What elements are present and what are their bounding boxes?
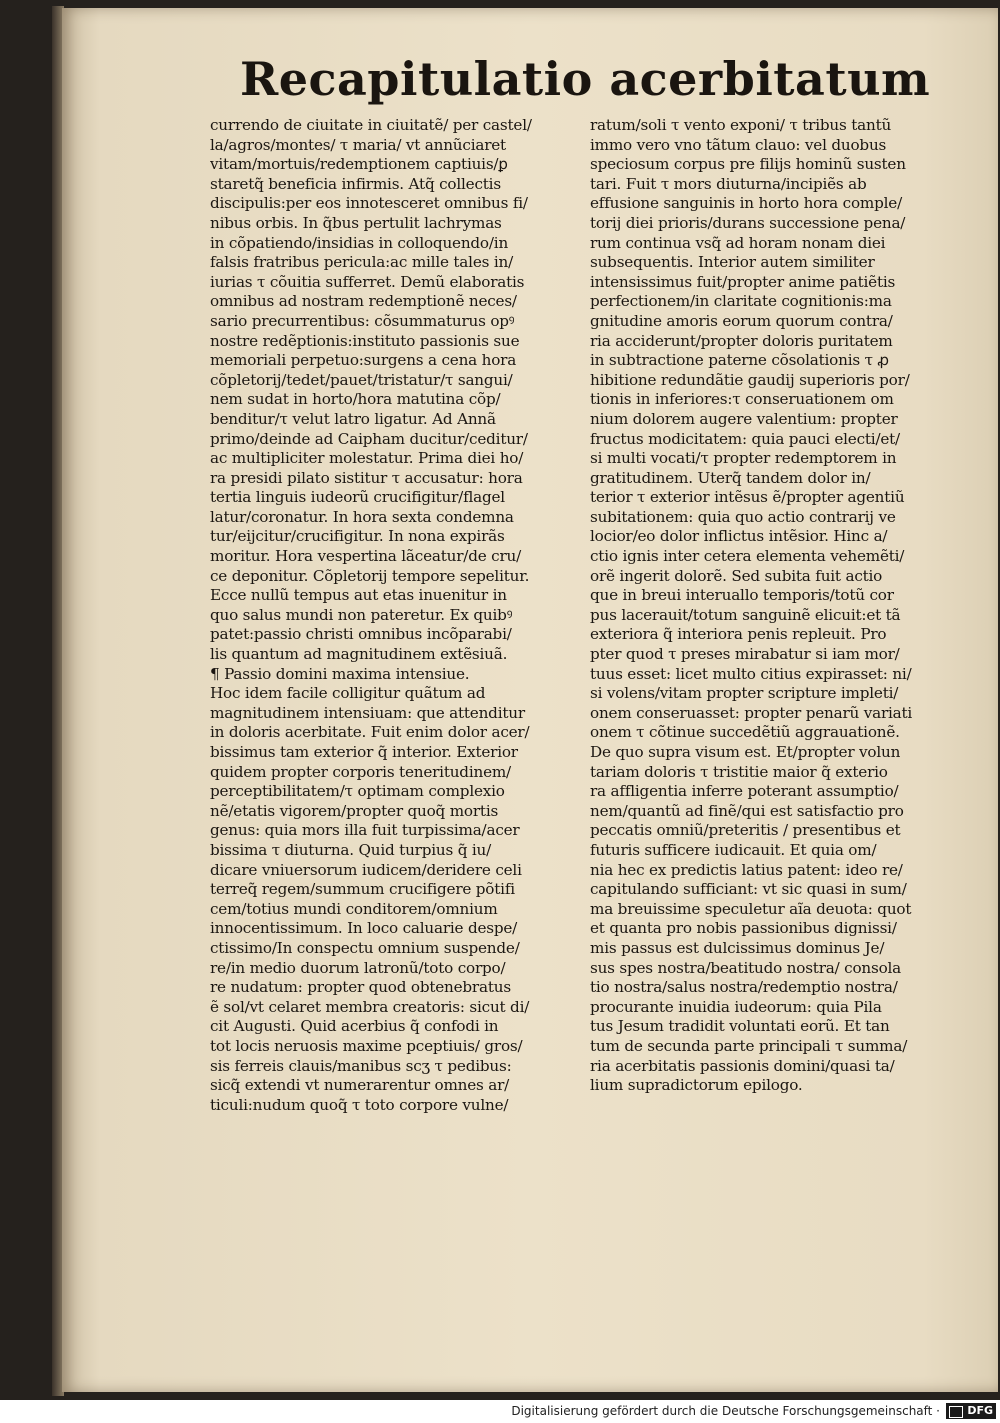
text-line: tum de secunda parte principali τ summa/ [590,1036,908,1055]
funding-credit: Digitalisierung gefördert durch die Deutsche Forschungsgemeinschaft · [511,1404,940,1418]
text-line: tus Jesum tradidit voluntati eorũ. Et tan [590,1017,890,1036]
text-line: nem/quantũ ad finẽ/qui est satisfactio pro [590,801,904,820]
text-line: ticuli:nudum quoq̃ τ toto corpore vulne/ [210,1095,509,1114]
text-line: si volens/vitam propter scripture impleti/ [590,684,899,703]
text-line: moritur. Hora vespertina lãceatur/de cru/ [210,547,522,566]
text-line: procurante inuidia iudeorum: quia Pila [590,997,882,1016]
text-line: peccatis omniũ/preteritis / presentibus et [590,821,901,840]
text-line: memoriali perpetuo:surgens a cena hora [210,351,517,370]
text-line: ac multipliciter molestatur. Prima diei ho/ [210,449,524,468]
text-line: in subtractione paterne cõsolationis τ ꝓ [590,351,889,370]
text-line: gratitudinem. Uterq̃ tandem dolor in/ [590,468,871,487]
text-line: intensissimus fuit/propter anime patiẽtis [590,272,896,291]
dfg-logo-text: DFG [967,1404,993,1417]
text-line: sario precurrentibus: cõsummaturus opꝰ [210,311,515,330]
text-line: Hoc idem facile colligitur quãtum ad [210,684,486,703]
text-line: genus: quia mors illa fuit turpissima/acer [210,821,520,840]
text-line: patet:passio christi omnibus incõparabi/ [210,625,512,644]
text-line: perfectionem/in claritate cognitionis:ma [590,292,892,311]
text-line: ẽ sol/vt celaret membra creatoris: sicut di/ [210,997,530,1016]
text-line: nẽ/etatis vigorem/propter quoq̃ mortis [210,801,499,820]
text-line: latur/coronatur. In hora sexta condemna [210,507,514,526]
text-line: speciosum corpus pre filijs hominũ susten [590,155,906,174]
text-line: cem/totius mundi conditorem/omnium [210,899,498,918]
text-column-right [590,116,970,1096]
text-line: sis ferreis clauis/manibus scʒ τ pedibus: [210,1056,512,1075]
text-line: discipulis:per eos innotesceret omnibus fi/ [210,194,528,213]
text-line: magnitudinem intensiuam: que attenditur [210,703,525,722]
text-line: iurias τ cõuitia sufferret. Demũ elaboratis [210,272,525,291]
text-line: lis quantum ad magnitudinem extẽsiuã. [210,645,508,664]
text-line: innocentissimum. In loco caluarie despe/ [210,919,518,938]
text-line: pter quod τ preses mirabatur si iam mor/ [590,645,900,664]
text-line: immo vero vno tãtum clauo: vel duobus [590,135,887,154]
dfg-logo [946,1403,996,1419]
text-line: ce deponitur. Cõpletorij tempore sepelitur. [210,566,530,585]
text-line: orẽ ingerit dolorẽ. Sed subita fuit actio [590,566,883,585]
text-line: nem sudat in horto/hora matutina cõp/ [210,390,501,409]
text-line: quo salus mundi non pateretur. Ex quibꝰ [210,605,513,624]
text-line: tertia linguis iudeorũ crucifigitur/flagel [210,488,505,507]
text-line: in cõpatiendo/insidias in colloquendo/in [210,233,509,252]
text-line: ctissimo/In conspectu omnium suspende/ [210,938,520,957]
text-line: mis passus est dulcissimus dominus Je/ [590,938,885,957]
text-line: omnibus ad nostram redemptionẽ neces/ [210,292,517,311]
text-line: ctio ignis inter cetera elementa vehemẽti/ [590,547,905,566]
text-line: ratum/soli τ vento exponi/ τ tribus tantũ [590,116,892,134]
text-line: onem conseruasset: propter penarũ variati [590,703,913,722]
text-line: falsis fratribus pericula:ac mille tales in/ [210,253,513,272]
text-line: ra affligentia inferre poterant assumptio/ [590,782,899,801]
text-line: la/agros/montes/ τ maria/ vt annũciaret [210,135,506,154]
text-line: onem τ cõtinue succedẽtiũ aggrauationẽ. [590,723,900,742]
text-line: tur/eijcitur/crucifigitur. In nona expirãs [210,527,505,546]
text-column-left [210,116,585,1115]
text-line: exteriora q̃ interiora penis repleuit. Pro [590,625,887,644]
text-line: gnitudine amoris eorum quorum contra/ [590,311,893,330]
text-line: lium supradictorum epilogo. [590,1076,803,1095]
text-line: effusione sanguinis in horto hora comple/ [590,194,902,213]
text-line: bissima τ diuturna. Quid turpius q̃ iu/ [210,840,492,859]
text-line: nia hec ex predictis latius patent: ideo re/ [590,860,903,879]
text-line: bissimus tam exterior q̃ interior. Exterior [210,743,518,761]
text-line: re nudatum: propter quod obtenebratus [210,978,511,997]
text-line: tariam doloris τ tristitie maior q̃ exterio [590,762,888,781]
text-line: cit Augusti. Quid acerbius q̃ confodi in [210,1017,499,1036]
text-line: nostre redẽptionis:instituto passionis sue [210,331,520,350]
text-line: capitulando sufficiant: vt sic quasi in sum/ [590,880,907,899]
text-line: quidem propter corporis teneritudinem/ [210,762,511,781]
text-line: si multi vocati/τ propter redemptorem in [590,449,897,468]
text-line: futuris sufficere iudicauit. Et quia om/ [590,840,877,859]
text-line: cõpletorij/tedet/pauet/tristatur/τ sangui/ [210,370,513,389]
text-line: sus spes nostra/beatitudo nostra/ consola [590,958,902,977]
text-line: tot locis neruosis maxime pceptiuis/ gros/ [210,1036,523,1055]
text-line: fructus modicitatem: quia pauci electi/et/ [590,429,900,448]
text-line: ra presidi pilato sistitur τ accusatur: hora [210,468,523,487]
text-line: De quo supra visum est. Et/propter volun [590,743,901,761]
text-line: primo/deinde ad Caipham ducitur/ceditur/ [210,429,528,448]
dfg-logo-icon [949,1406,963,1418]
text-line: benditur/τ velut latro ligatur. Ad Annã [210,409,496,428]
text-line: nibus orbis. In q̃bus pertulit lachrymas [210,213,502,232]
text-line: torij diei prioris/durans successione pena/ [590,213,906,232]
text-line: Ecce nullũ tempus aut etas inuenitur in [210,586,507,605]
text-line: tionis in inferiores:τ conseruationem om [590,390,894,409]
text-line: vitam/mortuis/redemptionem captiuis/ꝑ [210,155,508,174]
text-line: nium dolorem augere valentium: propter [590,409,898,428]
text-line: subitationem: quia quo actio contrarij ve [590,507,896,526]
text-line: re/in medio duorum latronũ/toto corpo/ [210,958,506,977]
text-line: locior/eo dolor inflictus intẽsior. Hinc a/ [590,527,888,546]
text-line: terreq̃ regem/summum crucifigere põtifi [210,880,515,899]
text-line: que in breui interuallo temporis/totũ cor [590,586,894,605]
text-line: ¶ Passio domini maxima intensiue. [210,664,470,683]
text-line: currendo de ciuitate in ciuitatẽ/ per castel/ [210,116,532,134]
text-line: dicare vniuersorum iudicem/deridere celi [210,860,522,879]
text-line: rum continua vsq̃ ad horam nonam diei [590,233,886,252]
text-line: staretq̃ beneficia infirmis. Atq̃ collectis [210,174,501,193]
text-line: ria acciderunt/propter doloris puritatem [590,331,893,350]
text-line: tuus esset: licet multo citius expirasset: ni/ [590,664,912,683]
footer-bar [0,1400,1000,1423]
text-line: in doloris acerbitate. Fuit enim dolor acer/ [210,723,530,742]
text-line: ria acerbitatis passionis domini/quasi ta/ [590,1056,895,1075]
text-line: hibitione redundãtie gaudij superioris por/ [590,370,910,389]
text-line: terior τ exterior intẽsus ẽ/propter agentiũ [590,488,905,507]
text-line: subsequentis. Interior autem similiter [590,253,875,272]
text-line: sicq̃ extendi vt numerarentur omnes ar/ [210,1076,510,1095]
text-line: tio nostra/salus nostra/redemptio nostra/ [590,978,898,997]
text-line: ma breuissime speculetur aĩa deuota: quot [590,899,912,918]
text-line: et quanta pro nobis passionibus dignissi/ [590,919,897,938]
text-line: tari. Fuit τ mors diuturna/incipiẽs ab [590,174,867,193]
text-line: perceptibilitatem/τ optimam complexio [210,782,505,801]
text-line: pus lacerauit/totum sanguinẽ elicuit:et tã [590,605,901,624]
running-head: Recapitulatio acerbitatum [240,52,931,106]
